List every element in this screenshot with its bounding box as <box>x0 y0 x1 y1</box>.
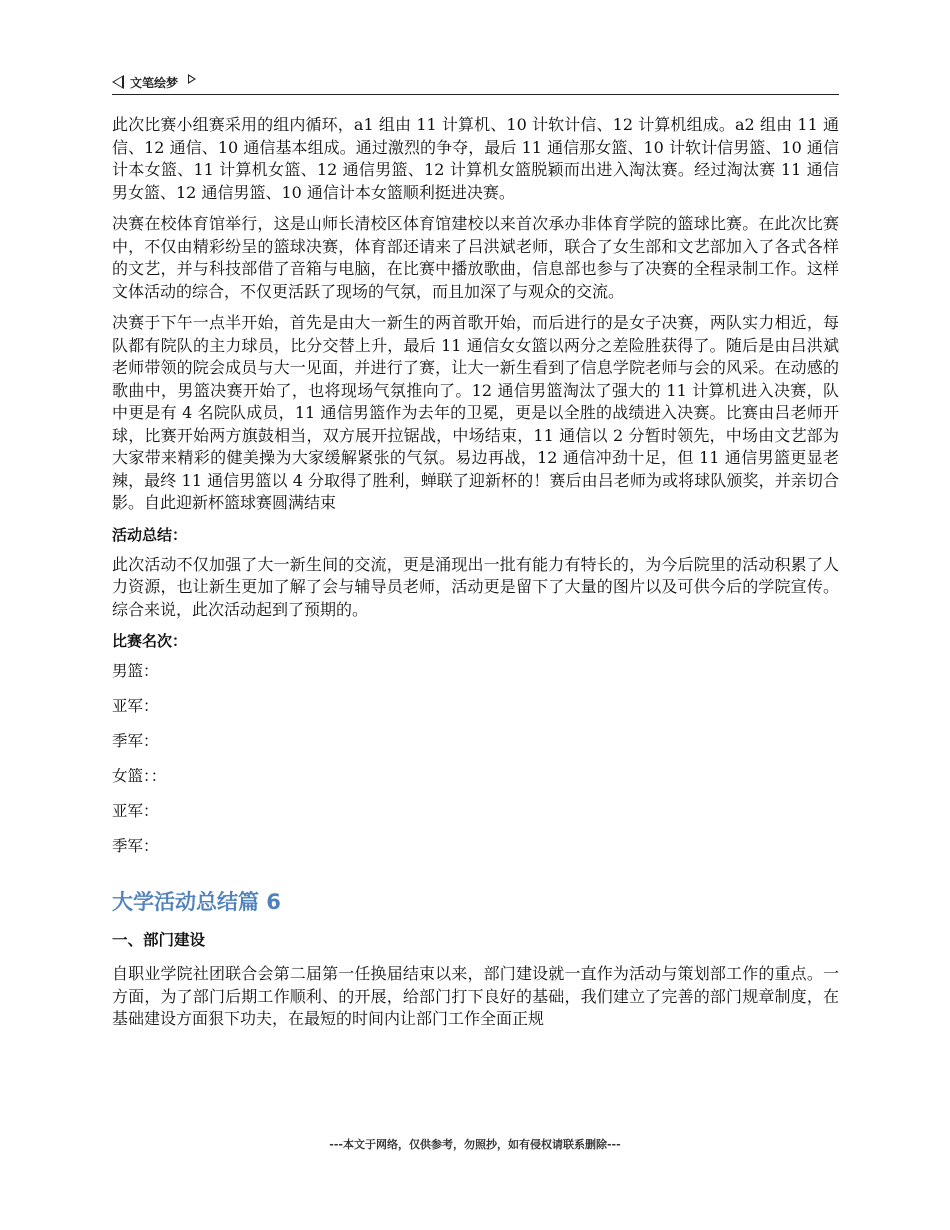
paragraph: 决赛在校体育馆举行，这是山师长清校区体育馆建校以来首次承办非体育学院的篮球比赛。在此次比赛中，不仅由精彩纷呈的篮球决赛，体育部还请来了吕洪斌老师，联合了女生部和文艺部加入了各式各样的文艺，并与科技部借了音箱与电脑，在比赛中播放歌曲，信息部也参与了决赛的全程录制工作。这样文体活动的综合，不仅更活跃了现场的气氛，而且加深了与观众的交流。 <box>112 214 839 301</box>
ranking-line: 季军： <box>112 837 159 855</box>
left-triangle-icon <box>112 75 124 89</box>
ranking-label: 比赛名次： <box>112 632 188 650</box>
footer-disclaimer: ---本文于网络，仅供参考，勿照抄，如有侵权请联系删除--- <box>329 1138 621 1151</box>
section-title: 大学活动总结篇 6 <box>112 890 281 914</box>
ranking-line: 女篮：： <box>112 767 167 785</box>
ranking-line: 季军： <box>112 732 159 750</box>
ranking-line: 男篮： <box>112 662 159 680</box>
summary-label: 活动总结： <box>112 525 188 544</box>
right-triangle-icon <box>188 74 196 84</box>
ranking-line: 亚军： <box>112 697 159 715</box>
paragraph: 决赛于下午一点半开始，首先是由大一新生的两首歌开始，而后进行的是女子决赛，两队实力相近，每队都有院队的主力球员，比分交替上升，最后 11 通信女女篮以两分之差险胜获得了。随后是由吕洪斌老师带领的院会成员与大一见面，并进行了赛，让大一新生看到了信息学院老师与会的风采。在动感的歌曲中，男篮决赛开始了，也将现场气氛推向了。12 通信男篮淘汰了强大的 11 计算机进入决赛，队中更是有 4 名院队成员，11 通信男篮作为去年的卫冕，更是以全胜的战绩进入决赛。比赛由吕老师开球，比赛开始两方旗鼓相当，双方展开拉锯战，中场结束，11 通信以 2 分暂时领先，中场由文艺部为大家带来精彩的健美操为大家缓解紧张的气氛。易边再战，12 通信冲劲十足，但 11 通信男篮更显老辣，最终 11 通信男篮以 4 分取得了胜利，蝉联了迎新杯的！赛后由吕老师为或将球队颁奖，并亲切合影。自此迎新杯篮球赛圆满结束 <box>112 313 839 512</box>
paragraph: 此次比赛小组赛采用的组内循环，a1 组由 11 计算机、10 计软计信、12 计算机组成。a2 组由 11 通信、12 通信、10 通信基本组成。通过激烈的争夺，最后 11 通信那女篮、10 计软计信男篮、10 通信计本女篮、11 计算机女篮、12 通信男篮、12 计算机女篮脱颖而出进入淘汰赛。经过淘汰赛 11 通信男女篮、12 通信男篮、10 通信计本女篮顺利挺进决赛。 <box>112 115 839 202</box>
summary-paragraph: 此次活动不仅加强了大一新生间的交流，更是涌现出一批有能力有特长的，为今后院里的活动积累了人力资源，也让新生更加了解了会与辅导员老师，活动更是留下了大量的图片以及可供今后的学院宣传。综合来说，此次活动起到了预期的。 <box>112 554 839 619</box>
document-body <box>112 114 839 1040</box>
page-header <box>112 70 839 95</box>
section-subheading: 一、部门建设 <box>112 931 206 949</box>
brand-name: 文笔绘梦 <box>130 75 179 90</box>
section-paragraph: 自职业学院社团联合会第二届第一任换届结束以来，部门建设就一直作为活动与策划部工作的重点。一方面，为了部门后期工作顺利、的开展，给部门打下良好的基础，我们建立了完善的部门规章制度，在基础建设方面狠下功夫，在最短的时间内让部门工作全面正规 <box>112 964 839 1028</box>
ranking-line: 亚军： <box>112 802 159 820</box>
